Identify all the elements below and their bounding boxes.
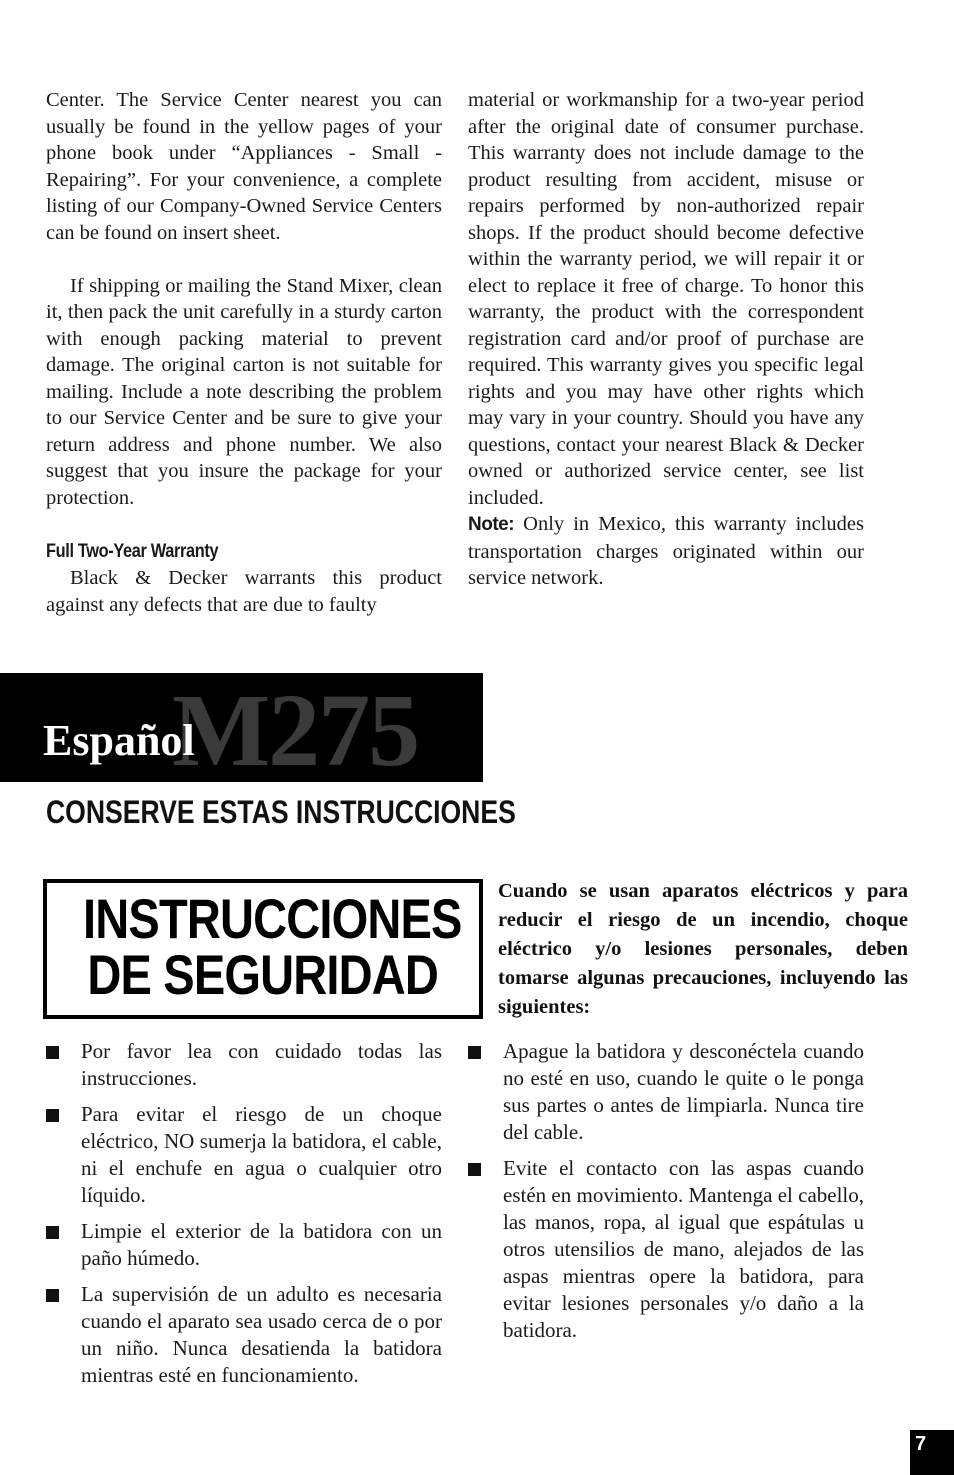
note-label: Note: <box>468 514 515 535</box>
list-item <box>46 1038 442 1092</box>
model-watermark: M275 <box>172 673 419 782</box>
note-paragraph <box>468 511 864 592</box>
list-item <box>46 1218 442 1272</box>
warranty-heading <box>46 538 442 566</box>
safety-title-line1-text: INSTRUCCIONES <box>83 887 462 950</box>
safety-title-line2 <box>47 945 479 1005</box>
list-item <box>46 1101 442 1209</box>
conserve-heading: CONSERVE ESTAS INSTRUCCIONES <box>46 794 516 830</box>
safety-title-line1 <box>47 889 479 949</box>
list-item-text: Evite el contacto con las aspas cuando estén en movimiento. Mantenga el cabello, las manos, ropa, al igual que espátulas u otros utensilios de mano, alejados de las aspas mientras opere la batidora, para evitar lesiones personales y/o daño a la batidora. <box>503 1156 864 1342</box>
language-banner <box>0 673 483 782</box>
bullet-square-icon <box>46 1289 59 1302</box>
page-number: 7 <box>910 1430 954 1475</box>
list-item <box>46 1281 442 1389</box>
language-title: Español <box>43 716 195 765</box>
shipping-paragraph: If shipping or mailing the Stand Mixer, clean it, then pack the unit carefully in a sturdy carton with enough packing material to prevent damage. The original carton is not suitable for mailing. Include a note describing the problem to our Service Center and be sure to give your return address and phone number. We also suggest that you insure the package for your protection. <box>46 274 442 509</box>
service-center-paragraph: Center. The Service Center nearest you can usually be found in the yellow pages of your phone book under “Appliances - Small - Repairing”. For your convenience, a complete listing of our Company-Owned Service Centers can be found on insert sheet. <box>46 89 442 244</box>
bullet-square-icon <box>46 1226 59 1239</box>
list-item-text: Apague la batidora y desconéctela cuando no esté en uso, cuando le quite o le ponga sus partes o antes de limpiarla. Nunca tire del cable. <box>503 1039 864 1144</box>
note-text: Only in Mexico, this warranty includes transportation charges originated within our service network. <box>468 513 864 589</box>
list-item-text: Para evitar el riesgo de un choque eléctrico, NO sumerja la batidora, el cable, ni el enchufe en agua o cualquier otro líquido. <box>81 1102 442 1207</box>
bullet-square-icon <box>468 1046 481 1059</box>
bullet-square-icon <box>46 1109 59 1122</box>
bullet-square-icon <box>468 1163 481 1176</box>
warranty-heading-text: Full Two-Year Warranty <box>46 540 219 562</box>
list-item-text: La supervisión de un adulto es necesaria cuando el aparato sea usado cerca de o por un niño. Nunca desatienda la batidora mientras esté en funcionamiento. <box>81 1282 442 1387</box>
list-item <box>468 1038 864 1146</box>
list-item-text: Limpie el exterior de la batidora con un paño húmedo. <box>81 1219 442 1270</box>
english-right-column <box>468 87 864 592</box>
warranty-continued-paragraph: material or workmanship for a two-year period after the original date of consumer purchase. This warranty does not include damage to the product resulting from accident, misuse or repairs performed by non-authorized repair shops. If the product should become defective within the warranty period, we will repair it or elect to replace it free of charge. To honor this warranty, the product with the correspondent registration card and/or proof of purchase are required. This warranty gives you specific legal rights and you may have other rights which may vary in your country. Should you have any questions, contact your nearest Black & Decker owned or authorized service center, see list included. <box>468 89 864 509</box>
list-item <box>468 1155 864 1344</box>
safety-list-left <box>46 1038 442 1398</box>
list-item-text: Por favor lea con cuidado todas las instrucciones. <box>81 1039 442 1090</box>
bullet-square-icon <box>46 1046 59 1059</box>
safety-list-right <box>468 1038 864 1353</box>
safety-title-box <box>43 879 483 1019</box>
warranty-paragraph: Black & Decker warrants this product against any defects that are due to faulty <box>46 567 442 616</box>
english-left-column <box>46 87 442 618</box>
safety-title-line2-text: DE SEGURIDAD <box>87 943 439 1006</box>
safety-intro: Cuando se usan aparatos eléctricos y para reducir el riesgo de un incendio, choque eléctrico y/o lesiones personales, deben tomarse algunas precauciones, incluyendo las siguientes: <box>498 880 908 1018</box>
